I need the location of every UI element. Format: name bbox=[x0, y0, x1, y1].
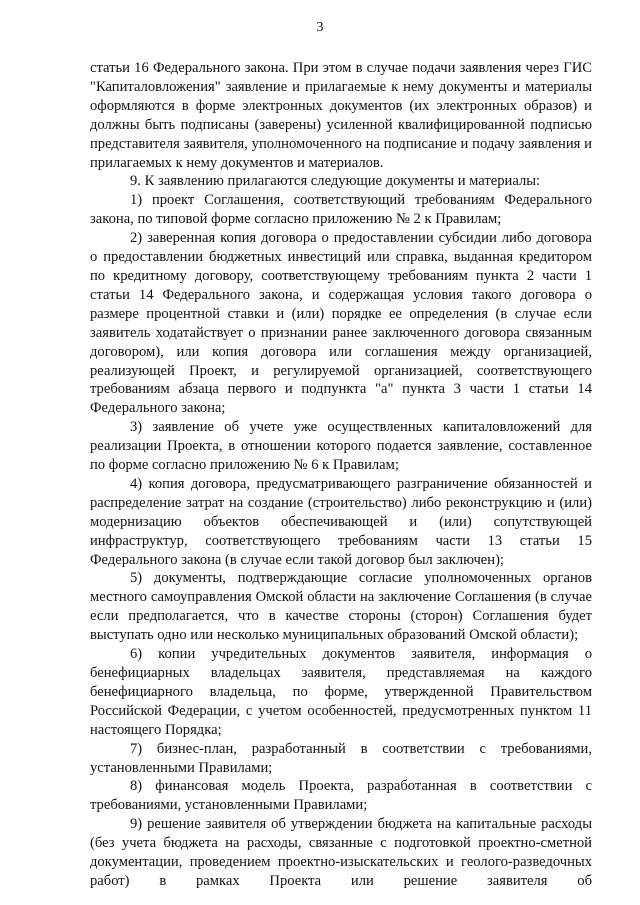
paragraph-subitem-7: 7) бизнес-план, разработанный в соответствии с требованиями, установленными Правилами; bbox=[90, 740, 592, 776]
paragraph-subitem-9: 9) решение заявителя об утверждении бюджета на капитальные расходы (без учета бюджета на расходы, связанные с подготовкой проектно-сметной документации, проведением проектно-изыскательских и геолого-разведочных работ) в рамках Проекта или решение заявителя об bbox=[90, 816, 592, 889]
paragraph-subitem-4: 4) копия договора, предусматривающего разграничение обязанностей и распределение затрат на создание (строительство) либо реконструкцию и (или) модернизацию объектов обеспечивающей и (или) сопутствующей инфраструктур, соответствующего требованиям части 13 статьи 15 Федерального закона (в случае если такой договор был заключен); bbox=[90, 475, 592, 568]
paragraph-subitem-2: 2) заверенная копия договора о предоставлении субсидии либо договора о предоставлении бюджетных инвестиций или справка, выданная кредитором по кредитному договору, соответствующему требованиям пункта 2 части 1 статьи 14 Федерального закона, и содержащая условия такого договора о размере процентной ставки и (или) порядке ее определения (в случае если заявитель ходатайствует о признании ранее заключенного договора связанным договором), или копия договора или соглашения между организацией, реализующей Проект, и регулируемой организацией, соответствующего требованиям абзаца первого и подпункта "а" пункта 3 части 1 статьи 14 Федерального закона; bbox=[90, 230, 592, 417]
paragraph-subitem-5: 5) документы, подтверждающие согласие уполномоченных органов местного самоуправления Омской области на заключение Соглашения (в случае если предполагается, что в качестве стороны (сторон) Соглашения будет выступать одно или несколько муниципальных образований Омской области); bbox=[90, 570, 592, 644]
paragraph-article-16-continuation: статьи 16 Федерального закона. При этом в случае подачи заявления через ГИС "Капиталовложения" заявление и прилагаемые к нему документы и материалы оформляются в форме электронных документов (их электронных образов) и должны быть подписаны (заверены) усиленной квалифицированной подписью представителя заявителя, уполномоченного на подписание и подачу заявления и прилагаемых к нему документов и материалов. bbox=[90, 60, 592, 171]
paragraph-item-9-intro: 9. К заявлению прилагаются следующие документы и материалы: bbox=[130, 173, 541, 190]
page-number: 3 bbox=[316, 20, 324, 35]
paragraph-subitem-1: 1) проект Соглашения, соответствующий требованиям Федерального закона, по типовой форме согласно приложению № 2 к Правилам; bbox=[90, 192, 592, 228]
paragraph-subitem-6: 6) копии учредительных документов заявителя, информация о бенефициарных владельцах заявителя, представляемая на каждого бенефициарного владельца, по форме, утвержденной Правительством Российской Федерации, с учетом особенностей, предусмотренных пунктом 11 настоящего Порядка; bbox=[90, 646, 592, 738]
paragraph-subitem-8: 8) финансовая модель Проекта, разработанная в соответствии с требованиями, установленными Правилами; bbox=[90, 778, 592, 814]
paragraph-subitem-3: 3) заявление об учете уже осуществленных капиталовложений для реализации Проекта, в отношении которого подается заявление, составленное по форме согласно приложению № 6 к Правилам; bbox=[90, 419, 592, 474]
document-body bbox=[90, 59, 592, 891]
